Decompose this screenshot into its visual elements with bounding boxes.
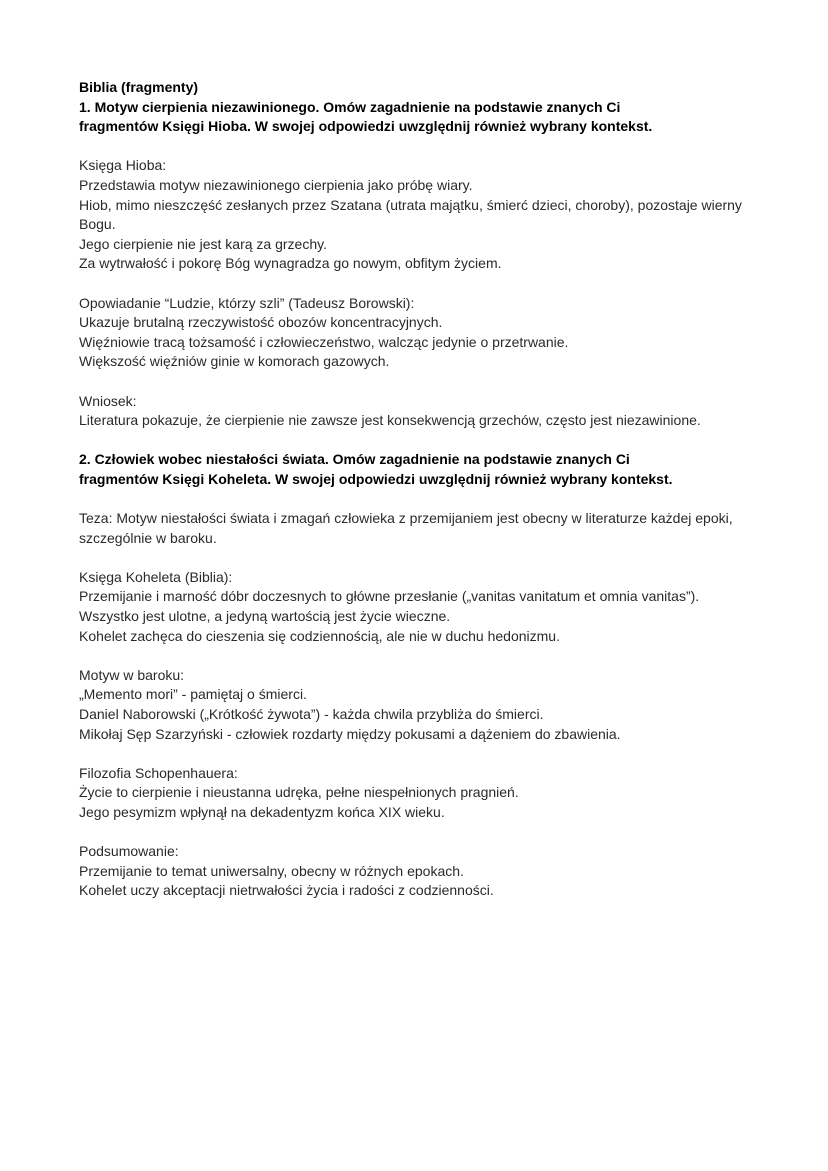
text-line: Teza: Motyw niestałości świata i zmagań człowieka z przemijaniem jest obecny w literaturze każdej epoki,: [79, 510, 733, 527]
blank-line: [79, 372, 779, 392]
text-line: Przemijanie i marność dóbr doczesnych to główne przesłanie („vanitas vanitatum et omnia vanitas”).: [79, 588, 700, 605]
text-line: Większość więźniów ginie w komorach gazowych.: [79, 353, 390, 370]
text-line: Bogu.: [79, 216, 116, 233]
text-line: Mikołaj Sęp Szarzyński - człowiek rozdarty między pokusami a dążeniem do zbawienia.: [79, 725, 621, 742]
text-line: Życie to cierpienie i nieustanna udręka, pełne niespełnionych pragnień.: [79, 784, 519, 801]
heading-line: 2. Człowiek wobec niestałości świata. Omów zagadnienie na podstawie znanych Ci: [79, 451, 630, 468]
text-line: Jego cierpienie nie jest karą za grzechy.: [79, 235, 327, 252]
text-line: Więźniowie tracą tożsamość i człowieczeństwo, walcząc jedynie o przetrwanie.: [79, 333, 569, 350]
text-line: Filozofia Schopenhauera:: [79, 764, 238, 781]
text-line: Przemijanie to temat uniwersalny, obecny w różnych epokach.: [79, 862, 464, 879]
blank-line: [79, 137, 779, 157]
document-page: [79, 78, 779, 901]
text-line: Księga Koheleta (Biblia):: [79, 568, 233, 585]
blank-line: [79, 823, 779, 843]
blank-line: [79, 431, 779, 451]
heading-line: Biblia (fragmenty): [79, 79, 199, 95]
blank-line: [79, 744, 779, 764]
text-line: „Memento mori” - pamiętaj o śmierci.: [79, 686, 307, 703]
heading-line: fragmentów Księgi Hioba. W swojej odpowiedzi uwzględnij również wybrany kontekst.: [79, 118, 653, 135]
text-line: Kohelet uczy akceptacji nietrwałości życia i radości z codzienności.: [79, 882, 494, 899]
heading-line: 1. Motyw cierpienia niezawinionego. Omów zagadnienie na podstawie znanych Ci: [79, 98, 621, 115]
text-line: Wszystko jest ulotne, a jedyną wartością jest życie wieczne.: [79, 608, 451, 625]
text-line: Za wytrwałość i pokorę Bóg wynagradza go nowym, obfitym życiem.: [79, 255, 502, 272]
text-line: Literatura pokazuje, że cierpienie nie zawsze jest konsekwencją grzechów, często jest niezawinione.: [79, 412, 701, 429]
text-line: Księga Hioba:: [79, 157, 167, 174]
heading-line: fragmentów Księgi Koheleta. W swojej odpowiedzi uwzględnij również wybrany kontekst.: [79, 470, 673, 487]
text-line: Ukazuje brutalną rzeczywistość obozów koncentracyjnych.: [79, 314, 443, 331]
blank-line: [79, 548, 779, 568]
text-line: Wniosek:: [79, 392, 137, 409]
text-line: Podsumowanie:: [79, 843, 179, 860]
text-line: szczególnie w baroku.: [79, 529, 217, 546]
text-line: Daniel Naborowski („Krótkość żywota”) - każda chwila przybliża do śmierci.: [79, 706, 544, 722]
text-line: Jego pesymizm wpłynął na dekadentyzm końca XIX wieku.: [79, 803, 445, 820]
text-line: Motyw w baroku:: [79, 666, 185, 683]
blank-line: [79, 489, 779, 509]
text-line: Opowiadanie “Ludzie, którzy szli” (Tadeusz Borowski):: [79, 294, 415, 311]
blank-line: [79, 646, 779, 666]
text-line: Hiob, mimo nieszczęść zesłanych przez Szatana (utrata majątku, śmierć dzieci, choroby), pozostaje wierny: [79, 196, 742, 213]
blank-line: [79, 274, 779, 294]
text-line: Przedstawia motyw niezawinionego cierpienia jako próbę wiary.: [79, 176, 473, 193]
text-line: Kohelet zachęca do cieszenia się codziennością, ale nie w duchu hedonizmu.: [79, 627, 560, 644]
